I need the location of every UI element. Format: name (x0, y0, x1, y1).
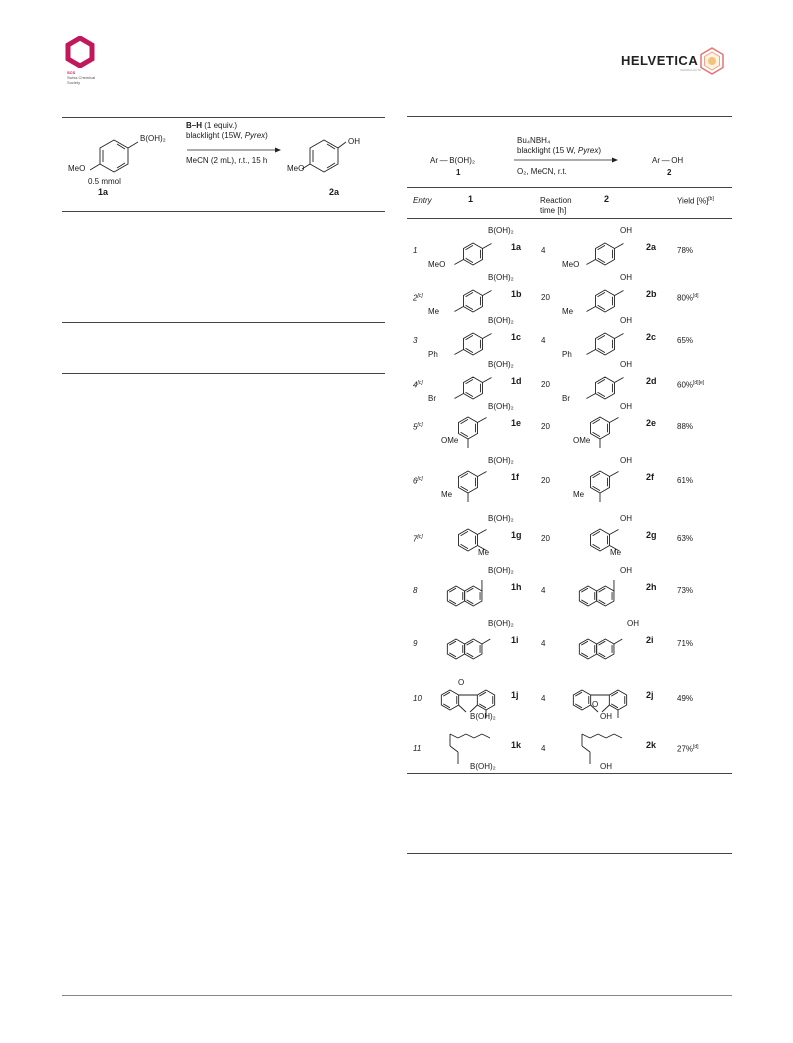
product-top-group: OH (620, 226, 632, 235)
entry-footnote: [c] (417, 422, 423, 428)
yield-value: 27%[d] (677, 744, 699, 754)
reaction-time: 4 (541, 586, 546, 595)
product-label: 2g (646, 530, 657, 540)
substrate-label: 1b (511, 289, 522, 299)
table-scheme-reactant: Ar — B(OH)₂ (430, 156, 475, 165)
product-structure (560, 404, 650, 459)
yield-value: 49% (677, 694, 694, 703)
product-label: 2k (646, 740, 657, 750)
header-entry: Entry (413, 196, 432, 205)
scs-line-2: Swiss Chemical (67, 75, 96, 80)
product-bottom-group: Me (610, 548, 622, 557)
entry-footnote: [c] (417, 293, 423, 299)
reaction-time: 4 (541, 639, 546, 648)
product-label: 2j (646, 690, 654, 700)
substrate-label: 1h (511, 582, 522, 592)
substrate-label: 1j (511, 690, 519, 700)
substrate-label: 1k (511, 740, 522, 750)
reaction-time: 4 (541, 246, 546, 255)
table-scheme-conditions: O₂, MeCN, r.t. (517, 167, 567, 176)
substrate-top-group: B(OH)₂ (488, 360, 514, 369)
yield-value: 61% (677, 476, 694, 485)
product-label: 2b (646, 289, 657, 299)
right-rule-footnote (407, 853, 732, 854)
left-light-pyrex: Pyrex (244, 131, 266, 140)
entry-number: 11 (413, 744, 422, 753)
left-light (186, 131, 268, 140)
product-structure (560, 676, 650, 731)
table-light-end: ) (598, 146, 602, 155)
scs-logo-icon (64, 36, 96, 73)
substrate-top-group: B(OH)₂ (488, 316, 514, 325)
left-rule-3 (62, 322, 385, 323)
left-reagent-equiv: (1 equiv.) (202, 121, 237, 130)
substrate-bottom-group: Ph (428, 350, 438, 359)
scs-abbrev: SCS (67, 70, 76, 75)
substrate-bottom-group: B(OH)₂ (470, 762, 496, 771)
table-light-pyrex: Pyrex (577, 146, 599, 155)
table-scheme-product-label: 2 (667, 168, 672, 177)
substrate-label: 1i (511, 635, 519, 645)
substrate-label: 1a (511, 242, 522, 252)
product-bottom-group: OMe (573, 436, 591, 445)
yield-value: 60%[d][e] (677, 380, 705, 390)
entry-number: 1 (413, 246, 418, 255)
reaction-time: 4 (541, 744, 546, 753)
table-scheme-arrow (512, 156, 622, 164)
product-top-group: OH (620, 402, 632, 411)
reaction-time: 20 (541, 534, 550, 543)
product-label: 2i (646, 635, 654, 645)
product-top-group: OH (620, 456, 632, 465)
left-light-text: blacklight (15W, (186, 131, 245, 140)
yield-value: 65% (677, 336, 694, 345)
product-bottom-group: Br (562, 394, 570, 403)
substrate-top-group: B(OH)₂ (488, 402, 514, 411)
entry-footnote: [c] (417, 476, 423, 482)
left-product-label: 2a (329, 187, 340, 197)
left-product-hydroxyl: OH (348, 137, 360, 146)
product-top-group: O (592, 700, 599, 709)
yield-value: 80%[d] (677, 293, 699, 303)
substrate-label: 1c (511, 332, 522, 342)
substrate-top-group: B(OH)₂ (488, 566, 514, 575)
product-bottom-group: MeO (562, 260, 580, 269)
product-label: 2e (646, 418, 657, 428)
header-time-1: Reaction (540, 196, 572, 205)
product-structure (560, 458, 650, 513)
table-bottom-rule (407, 773, 732, 774)
left-conditions: MeCN (2 mL), r.t., 15 h (186, 156, 268, 165)
substrate-bottom-group: OMe (441, 436, 459, 445)
product-label: 2a (646, 242, 657, 252)
entry-number: 9 (413, 639, 418, 648)
left-reagent-bold: B–H (186, 121, 203, 130)
substrate-top-group: B(OH)₂ (488, 619, 514, 628)
reaction-time: 20 (541, 422, 550, 431)
left-substrate-methoxy: MeO (68, 164, 86, 173)
yield-value: 71% (677, 639, 694, 648)
journal-emblem-icon (697, 46, 727, 81)
entry-number: 2[c] (413, 293, 423, 303)
product-top-group: OH (620, 360, 632, 369)
header-yield-text: Yield [%] (677, 196, 709, 206)
product-top-group: OH (620, 514, 632, 523)
left-rule-4 (62, 373, 385, 374)
header-col1: 1 (468, 194, 474, 204)
table-scheme-reactant-label: 1 (456, 168, 461, 177)
header-yield (677, 196, 714, 206)
product-label: 2d (646, 376, 657, 386)
table-scheme-reagent: Bu₄NBH₄ (517, 136, 551, 145)
journal-subtitle: CHIMICA ACTA (680, 68, 701, 72)
entry-number: 6[c] (413, 476, 423, 486)
yield-value: 73% (677, 586, 694, 595)
scs-line-3: Society (67, 80, 81, 85)
yield-footnote: [d][e] (693, 380, 705, 386)
yield-footnote: [d] (693, 293, 699, 299)
left-scheme-bottom-rule (62, 211, 385, 212)
product-structure (560, 516, 650, 571)
journal-name: HELVETICA (621, 53, 699, 68)
substrate-structure (428, 458, 518, 513)
product-top-group: OH (620, 566, 632, 575)
substrate-bottom-group: B(OH)₂ (470, 712, 496, 721)
left-substrate-boronic-group: B(OH)₂ (140, 134, 166, 143)
entry-number: 8 (413, 586, 418, 595)
entry-footnote: [c] (417, 380, 423, 386)
substrate-structure (428, 516, 518, 571)
entry-number: 5[c] (413, 422, 423, 432)
substrate-top-group: B(OH)₂ (488, 226, 514, 235)
substrate-label: 1g (511, 530, 522, 540)
product-top-group: OH (627, 619, 639, 628)
substrate-structure (428, 568, 518, 623)
entry-number: 3 (413, 336, 418, 345)
header-time-2: time [h] (540, 206, 567, 215)
product-bottom-group: Me (562, 307, 574, 316)
header-col2: 2 (604, 194, 610, 204)
entry-footnote: [c] (417, 534, 423, 540)
yield-value: 78% (677, 246, 694, 255)
yield-footnote: [d] (693, 744, 699, 750)
product-label: 2c (646, 332, 657, 342)
entry-number: 4[c] (413, 380, 423, 390)
entry-number: 10 (413, 694, 422, 703)
product-bottom-group: OH (600, 762, 612, 771)
yield-value: 63% (677, 534, 694, 543)
table-header-top-rule (407, 187, 732, 188)
product-top-group: OH (620, 316, 632, 325)
left-amount: 0.5 mmol (88, 177, 121, 186)
reaction-time: 4 (541, 336, 546, 345)
substrate-bottom-group: Me (478, 548, 490, 557)
yield-value: 88% (677, 422, 694, 431)
left-reagent (186, 121, 237, 130)
substrate-structure (428, 621, 518, 676)
table-scheme-light (517, 146, 601, 155)
reaction-time: 20 (541, 293, 550, 302)
product-label: 2h (646, 582, 657, 592)
substrate-top-group: O (458, 678, 465, 687)
product-structure (560, 568, 650, 623)
reaction-time: 20 (541, 380, 550, 389)
product-bottom-group: Ph (562, 350, 572, 359)
substrate-label: 1e (511, 418, 522, 428)
table-top-rule (407, 116, 732, 117)
substrate-top-group: B(OH)₂ (488, 456, 514, 465)
substrate-bottom-group: Me (428, 307, 440, 316)
product-structure (560, 621, 650, 676)
product-bottom-group: Me (573, 490, 585, 499)
substrate-structure (428, 676, 518, 731)
substrate-bottom-group: MeO (428, 260, 446, 269)
product-label: 2f (646, 472, 655, 482)
product-bottom-group: OH (600, 712, 612, 721)
substrate-structure (428, 404, 518, 459)
page-bottom-rule (62, 995, 732, 996)
table-header-bottom-rule (407, 218, 732, 219)
substrate-bottom-group: Br (428, 394, 436, 403)
left-light-end: ) (265, 131, 268, 140)
table-light-text: blacklight (15 W, (517, 146, 578, 155)
substrate-label: 1d (511, 376, 522, 386)
left-product-methoxy: MeO (287, 164, 305, 173)
entry-number: 7[c] (413, 534, 423, 544)
scs-society-text (67, 70, 95, 85)
reaction-time: 20 (541, 476, 550, 485)
substrate-label: 1f (511, 472, 520, 482)
substrate-bottom-group: Me (441, 490, 453, 499)
substrate-top-group: B(OH)₂ (488, 273, 514, 282)
substrate-top-group: B(OH)₂ (488, 514, 514, 523)
table-scheme-product: Ar — OH (652, 156, 684, 165)
left-substrate-label: 1a (98, 187, 109, 197)
product-top-group: OH (620, 273, 632, 282)
reaction-time: 4 (541, 694, 546, 703)
header-yield-sup: [b] (708, 196, 714, 202)
